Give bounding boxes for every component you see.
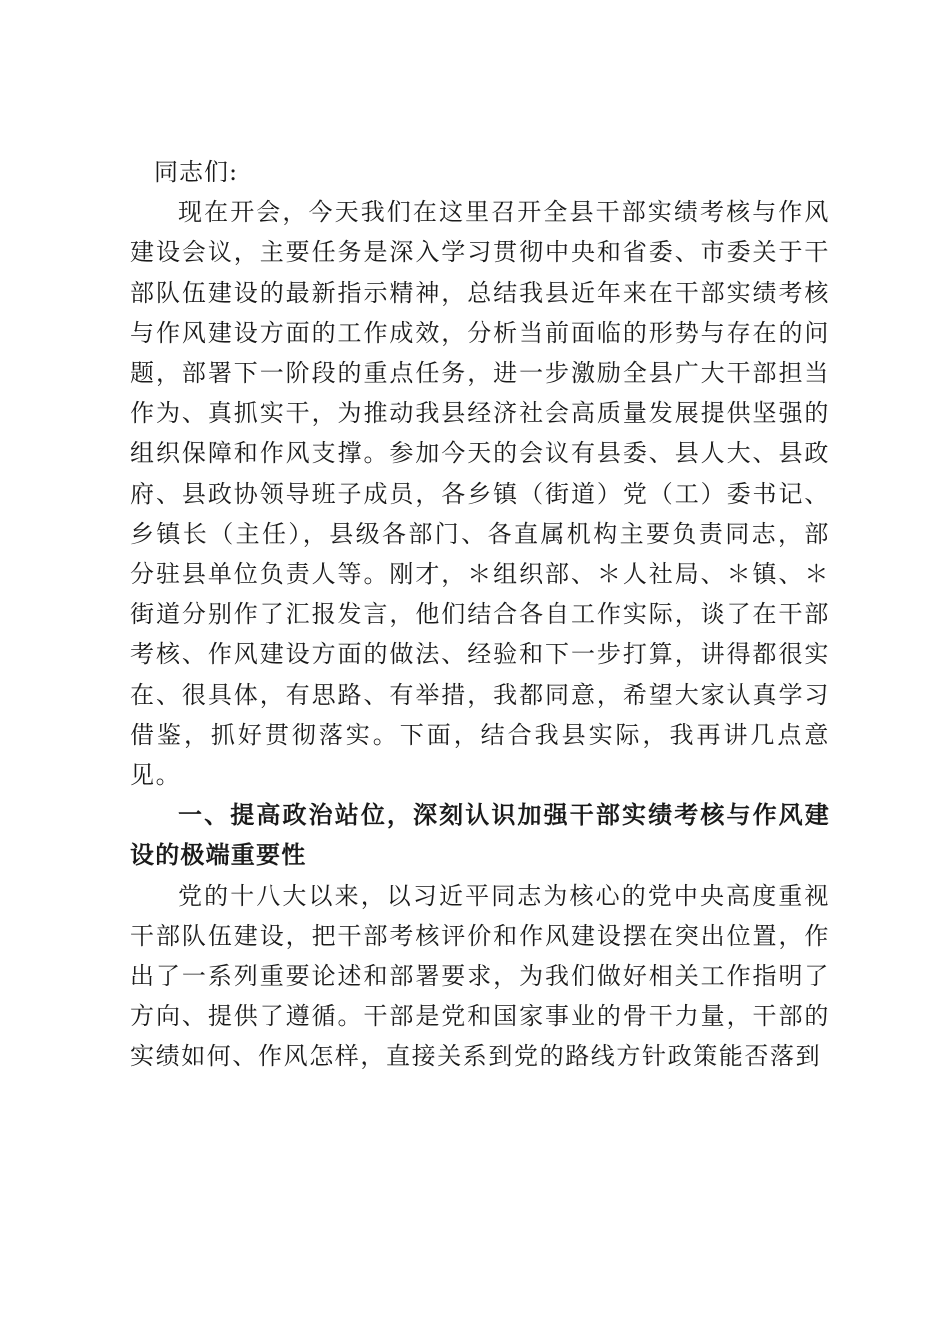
intro-paragraph: 现在开会，今天我们在这里召开全县干部实绩考核与作风建设会议，主要任务是深入学习贯彻中央和省委、市委关于干部队伍建设的最新指示精神，总结我县近年来在干部实绩考核与作风建设方面的工作成效，分析当前面临的形势与存在的问题，部署下一阶段的重点任务，进一步激励全县广大干部担当作为、真抓实干，为推动我县经济社会高质量发展提供坚强的组织保障和作风支撑。参加今天的会议有县委、县人大、县政府、县政协领导班子成员，各乡镇（街道）党（工）委书记、乡镇长（主任），县级各部门、各直属机构主要负责同志，部分驻县单位负责人等。刚才，＊组织部、＊人社局、＊镇、＊街道分别作了汇报发言，他们结合各自工作实际，谈了在干部考核、作风建设方面的做法、经验和下一步打算，讲得都很实在、很具体，有思路、有举措，我都同意，希望大家认真学习借鉴，抓好贯彻落实。下面，结合我县实际，我再讲几点意见。 <box>130 198 830 790</box>
section-one-heading: 一、提高政治站位，深刻认识加强干部实绩考核与作风建设的极端重要性 <box>130 800 830 870</box>
section-one-paragraph: 党的十八大以来，以习近平同志为核心的党中央高度重视干部队伍建设，把干部考核评价和作风建设摆在突出位置，作出了一系列重要论述和部署要求，为我们做好相关工作指明了方向、提供了遵循。干部是党和国家事业的骨干力量，干部的实绩如何、作风怎样，直接关系到党的路线方针政策能否落到 <box>130 881 830 1071</box>
document-page <box>130 152 830 1077</box>
salutation: 同志们: <box>154 158 239 186</box>
